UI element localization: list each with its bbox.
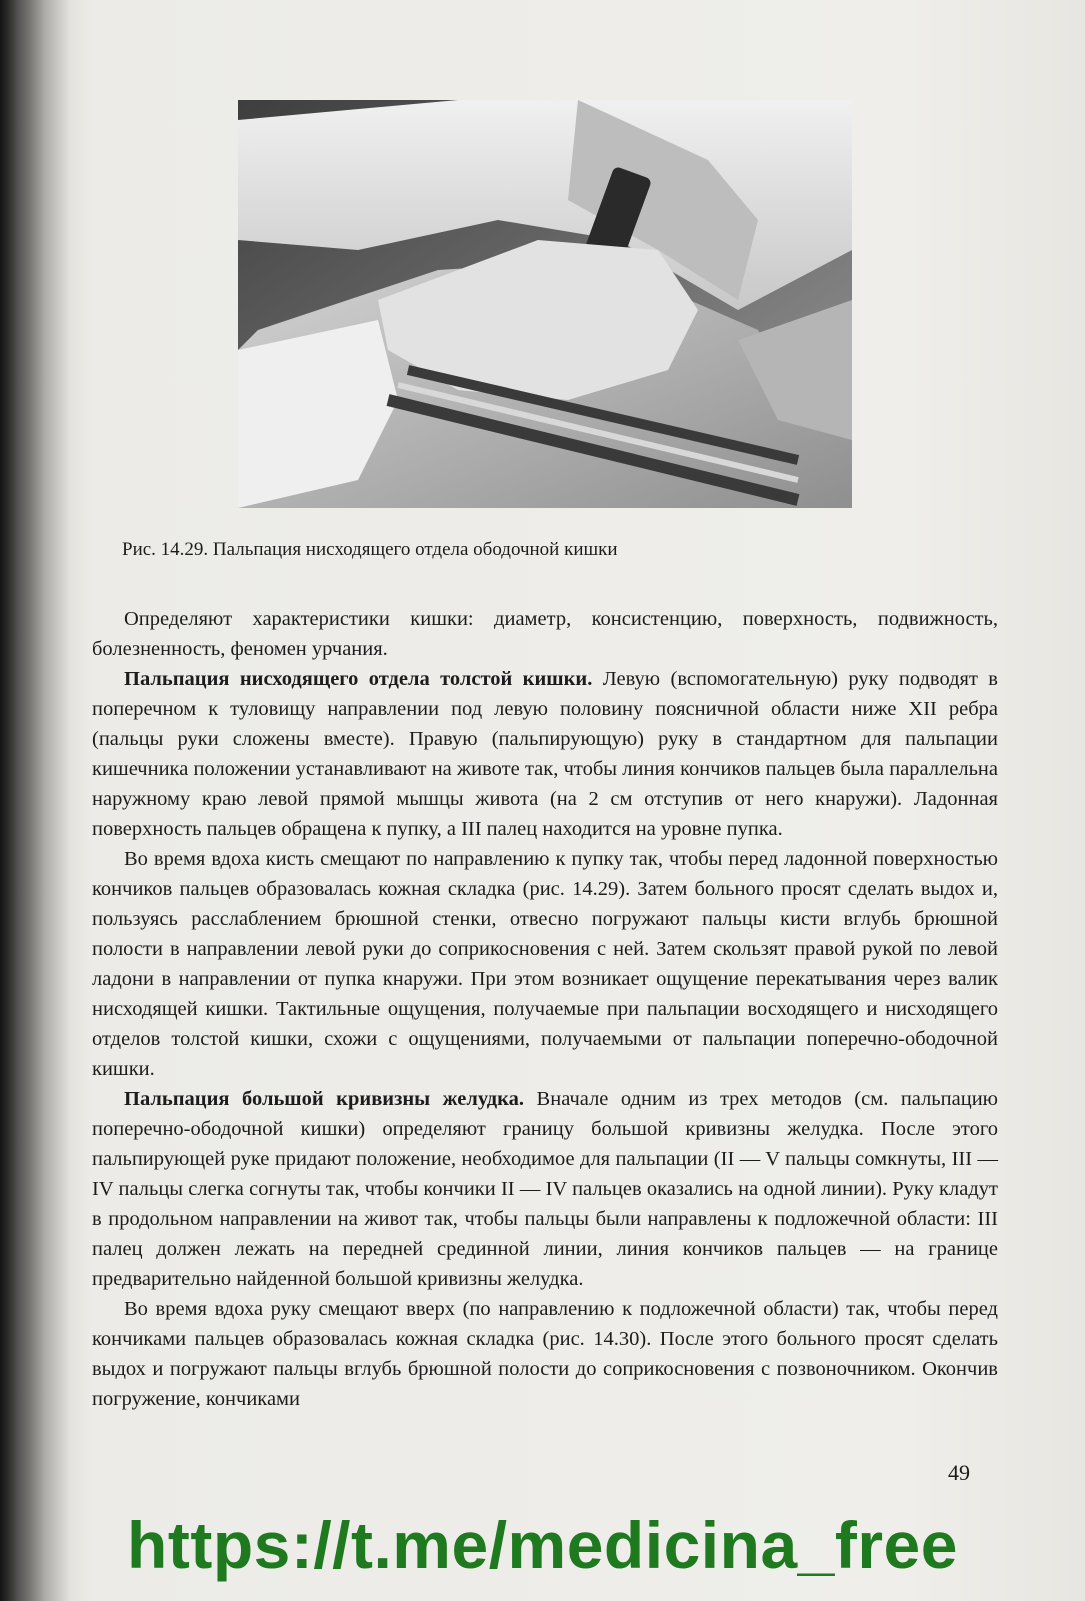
paragraph-3: Во время вдоха кисть смещают по направлению к пупку так, чтобы перед ладонной поверхностью кончиков пальцев образовалась кожная складка (рис. 14.29). Затем больного просят сделать выдох и, пользуясь расслаблением брюшной стенки, отвесно погружают пальцы кисти вглубь брюшной полости в направлении левой руки до соприкосновения с ней. Затем скользят правой рукой по левой ладони в направлении от пупка кнаружи. При этом возникает ощущение перекатывания через валик нисходящей кишки. Тактильные ощущения, получаемые при пальпации восходящего и нисходящего отделов толстой кишки, схожи с ощущениями, получаемыми от пальпации поперечно-ободочной кишки.	[92, 848, 998, 1080]
paragraph-5: Во время вдоха руку смещают вверх (по направлению к подложечной области) так, чтобы перед кончиками пальцев образовалась кожная складка (рис. 14.30). После этого больного просят сделать выдох и погружают пальцы вглубь брюшной полости до соприкосновения с позвоночником. Окончив погружение, кончиками	[92, 1298, 998, 1410]
palpation-photo	[238, 100, 852, 508]
body-text	[92, 604, 998, 1414]
paragraph-2	[92, 664, 998, 844]
paragraph-1: Определяют характеристики кишки: диаметр, консистенцию, поверхность, подвижность, болезненность, феномен урчания.	[92, 608, 998, 660]
heading-greater-curvature: Пальпация большой кривизны желудка.	[124, 1088, 525, 1110]
figure-caption: Рис. 14.29. Пальпация нисходящего отдела ободочной кишки	[122, 539, 618, 560]
paragraph-2-text: Левую (вспомогательную) руку подводят в поперечном к туловищу направлении под левую половину поясничной области ниже XII ребра (пальцы руки сложены вместе). Правую (пальпирующую) руку в стандартном для пальпации кишечника положении устанавливают на животе так, чтобы линия кончиков пальцев была параллельна наружному краю левой прямой мышцы живота (на 2 см отступив от него кнаружи). Ладонная поверхность пальцев обращена к пупку, а III палец находится на уровне пупка.	[92, 668, 998, 840]
paragraph-4-text: Вначале одним из трех методов (см. пальпацию поперечно-ободочной кишки) определяют границу большой кривизны желудка. После этого пальпирующей руке придают положение, необходимое для пальпации (II — V пальцы сомкнуты, III — IV пальцы слегка согнуты так, чтобы кончики II — IV пальцев оказались на одной линии). Руку кладут в продольном направлении на живот так, чтобы пальцы были направлены к подложечной области: III палец должен лежать на передней срединной линии, линия кончиков пальцев — на границе предварительно найденной большой кривизны желудка.	[92, 1088, 998, 1290]
gutter-shadow	[0, 0, 70, 1601]
paragraph-4	[92, 1084, 998, 1294]
page-number: 49	[948, 1460, 970, 1485]
watermark-link[interactable]: https://t.me/medicina_free	[127, 1508, 958, 1582]
heading-descending-colon: Пальпация нисходящего отдела толстой кишки.	[124, 668, 593, 690]
